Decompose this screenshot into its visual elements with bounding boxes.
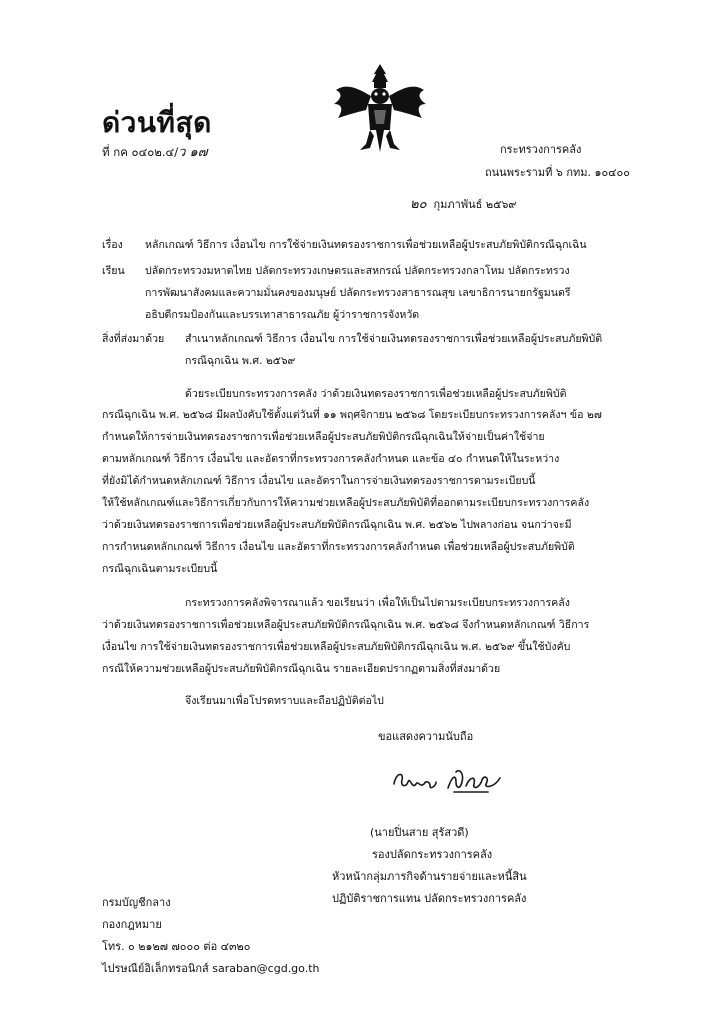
document-number-handwritten: ว ๑๗ [178, 145, 208, 160]
footer-phone: โทร. ๐ ๒๑๒๗ ๗๐๐๐ ต่อ ๔๓๒๐ [102, 940, 251, 953]
date-month-year: กุมภาพันธ์ ๒๕๖๙ [433, 198, 517, 211]
paragraph-line: กรณีฉุกเฉินตามระเบียบนี้ [102, 563, 218, 575]
paragraph-line: กระทรวงการคลังพิจารณาแล้ว ขอเรียนว่า เพื่อให้เป็นไปตามระเบียบกระทรวงการคลัง [185, 597, 570, 609]
addressee-label: เรียน [102, 265, 125, 277]
subject-label: เรื่อง [102, 239, 123, 251]
paragraph-line: กำหนดให้การจ่ายเงินทดรองราชการเพื่อช่วยเหลือผู้ประสบภัยพิบัติกรณีฉุกเฉินให้จ่ายเป็นค่าใช้จ่าย [102, 431, 545, 443]
date-day-handwritten: ๒๐ [410, 197, 427, 212]
paragraph-line: ว่าด้วยเงินทดรองราชการเพื่อช่วยเหลือผู้ประสบภัยพิบัติกรณีฉุกเฉิน พ.ศ. ๒๕๖๘ จึงกำหนดหลักเกณฑ์ วิธีการ [102, 619, 590, 631]
addressee-line: อธิบดีกรมป้องกันและบรรเทาสาธารณภัย ผู้ว่าราชการจังหวัด [145, 309, 420, 321]
enclosure-line: กรณีฉุกเฉิน พ.ศ. ๒๕๖๙ [185, 355, 296, 367]
signatory-title: รองปลัดกระทรวงการคลัง [372, 848, 493, 861]
urgency-stamp: ด่วนที่สุด [102, 106, 212, 139]
signatory-name: (นายปิ่นสาย สุรัสวดี) [370, 826, 469, 839]
paragraph-line: กรณีให้ความช่วยเหลือผู้ประสบภัยพิบัติกรณีฉุกเฉิน รายละเอียดปรากฏตามสิ่งที่ส่งมาด้วย [102, 663, 501, 675]
agency-name: กระทรวงการคลัง [500, 143, 582, 156]
enclosure-line: สำเนาหลักเกณฑ์ วิธีการ เงื่อนไข การใช้จ่ายเงินทดรองราชการเพื่อช่วยเหลือผู้ประสบภัยพิบัติ [185, 333, 603, 345]
addressee-line: การพัฒนาสังคมและความมั่นคงของมนุษย์ ปลัดกระทรวงสาธารณสุข เลขาธิการนายกรัฐมนตรี [145, 287, 571, 299]
footer-email: ไปรษณีย์อิเล็กทรอนิกส์ saraban@cgd.go.th [102, 962, 320, 975]
footer-division: กองกฎหมาย [102, 918, 162, 931]
subject-text: หลักเกณฑ์ วิธีการ เงื่อนไข การใช้จ่ายเงินทดรองราชการเพื่อช่วยเหลือผู้ประสบภัยพิบัติกรณีฉุกเฉิน [145, 239, 587, 251]
paragraph-line: ให้ใช้หลักเกณฑ์และวิธีการเกี่ยวกับการให้ความช่วยเหลือผู้ประสบภัยพิบัติที่ออกตามระเบียบกระทรวงการคลัง [102, 497, 590, 509]
addressee-line: ปลัดกระทรวงมหาดไทย ปลัดกระทรวงเกษตรและสหกรณ์ ปลัดกระทรวงกลาโหม ปลัดกระทรวง [145, 265, 570, 277]
enclosure-label: สิ่งที่ส่งมาด้วย [102, 333, 165, 345]
paragraph-line: ที่ยังมิได้กำหนดหลักเกณฑ์ วิธีการ เงื่อนไข และอัตราในการจ่ายเงินทดรองราชการตามระเบียบนี้ [102, 475, 536, 487]
document-number [102, 141, 208, 162]
letter-date [410, 193, 516, 214]
paragraph-line: เงื่อนไข การใช้จ่ายเงินทดรองราชการเพื่อช่วยเหลือผู้ประสบภัยพิบัติกรณีฉุกเฉิน พ.ศ. ๒๕๖๙ ขึ้นใช้บังคับ [102, 641, 571, 653]
handwritten-signature [390, 762, 510, 800]
paragraph-line: การกำหนดหลักเกณฑ์ วิธีการ เงื่อนไข และอัตราที่กระทรวงการคลังกำหนด เพื่อช่วยเหลือผู้ประสบภัยพิบัติ [102, 541, 575, 553]
paragraph-line: ว่าด้วยเงินทดรองราชการเพื่อช่วยเหลือผู้ประสบภัยพิบัติกรณีฉุกเฉิน พ.ศ. ๒๕๖๒ ไปพลางก่อน จนกว่าจะมี [102, 519, 572, 531]
paragraph-line: กรณีฉุกเฉิน พ.ศ. ๒๕๖๘ มีผลบังคับใช้ตั้งแต่วันที่ ๑๑ พฤศจิกายน ๒๕๖๘ โดยระเบียบกระทรวงการคลังฯ ข้อ ๒๗ [102, 409, 602, 421]
closing-request: จึงเรียนมาเพื่อโปรดทราบและถือปฏิบัติต่อไป [185, 695, 384, 707]
paragraph-line: ตามหลักเกณฑ์ วิธีการ เงื่อนไข และอัตราที่กระทรวงการคลังกำหนด และข้อ ๔๐ กำหนดให้ในระหว่าง [102, 453, 560, 465]
document-number-prefix: ที่ กค ๐๔๐๒.๔/ [102, 145, 179, 159]
signatory-title: ปฏิบัติราชการแทน ปลัดกระทรวงการคลัง [332, 892, 527, 905]
paragraph-line: ด้วยระเบียบกระทรวงการคลัง ว่าด้วยเงินทดรองราชการเพื่อช่วยเหลือผู้ประสบภัยพิบัติ [185, 388, 567, 400]
agency-address: ถนนพระรามที่ ๖ กทม. ๑๐๔๐๐ [485, 166, 630, 179]
salutation: ขอแสดงความนับถือ [378, 730, 474, 743]
signatory-title: หัวหน้ากลุ่มภารกิจด้านรายจ่ายและหนี้สิน [332, 870, 527, 883]
garuda-emblem-icon [330, 60, 430, 156]
footer-department: กรมบัญชีกลาง [102, 896, 171, 909]
